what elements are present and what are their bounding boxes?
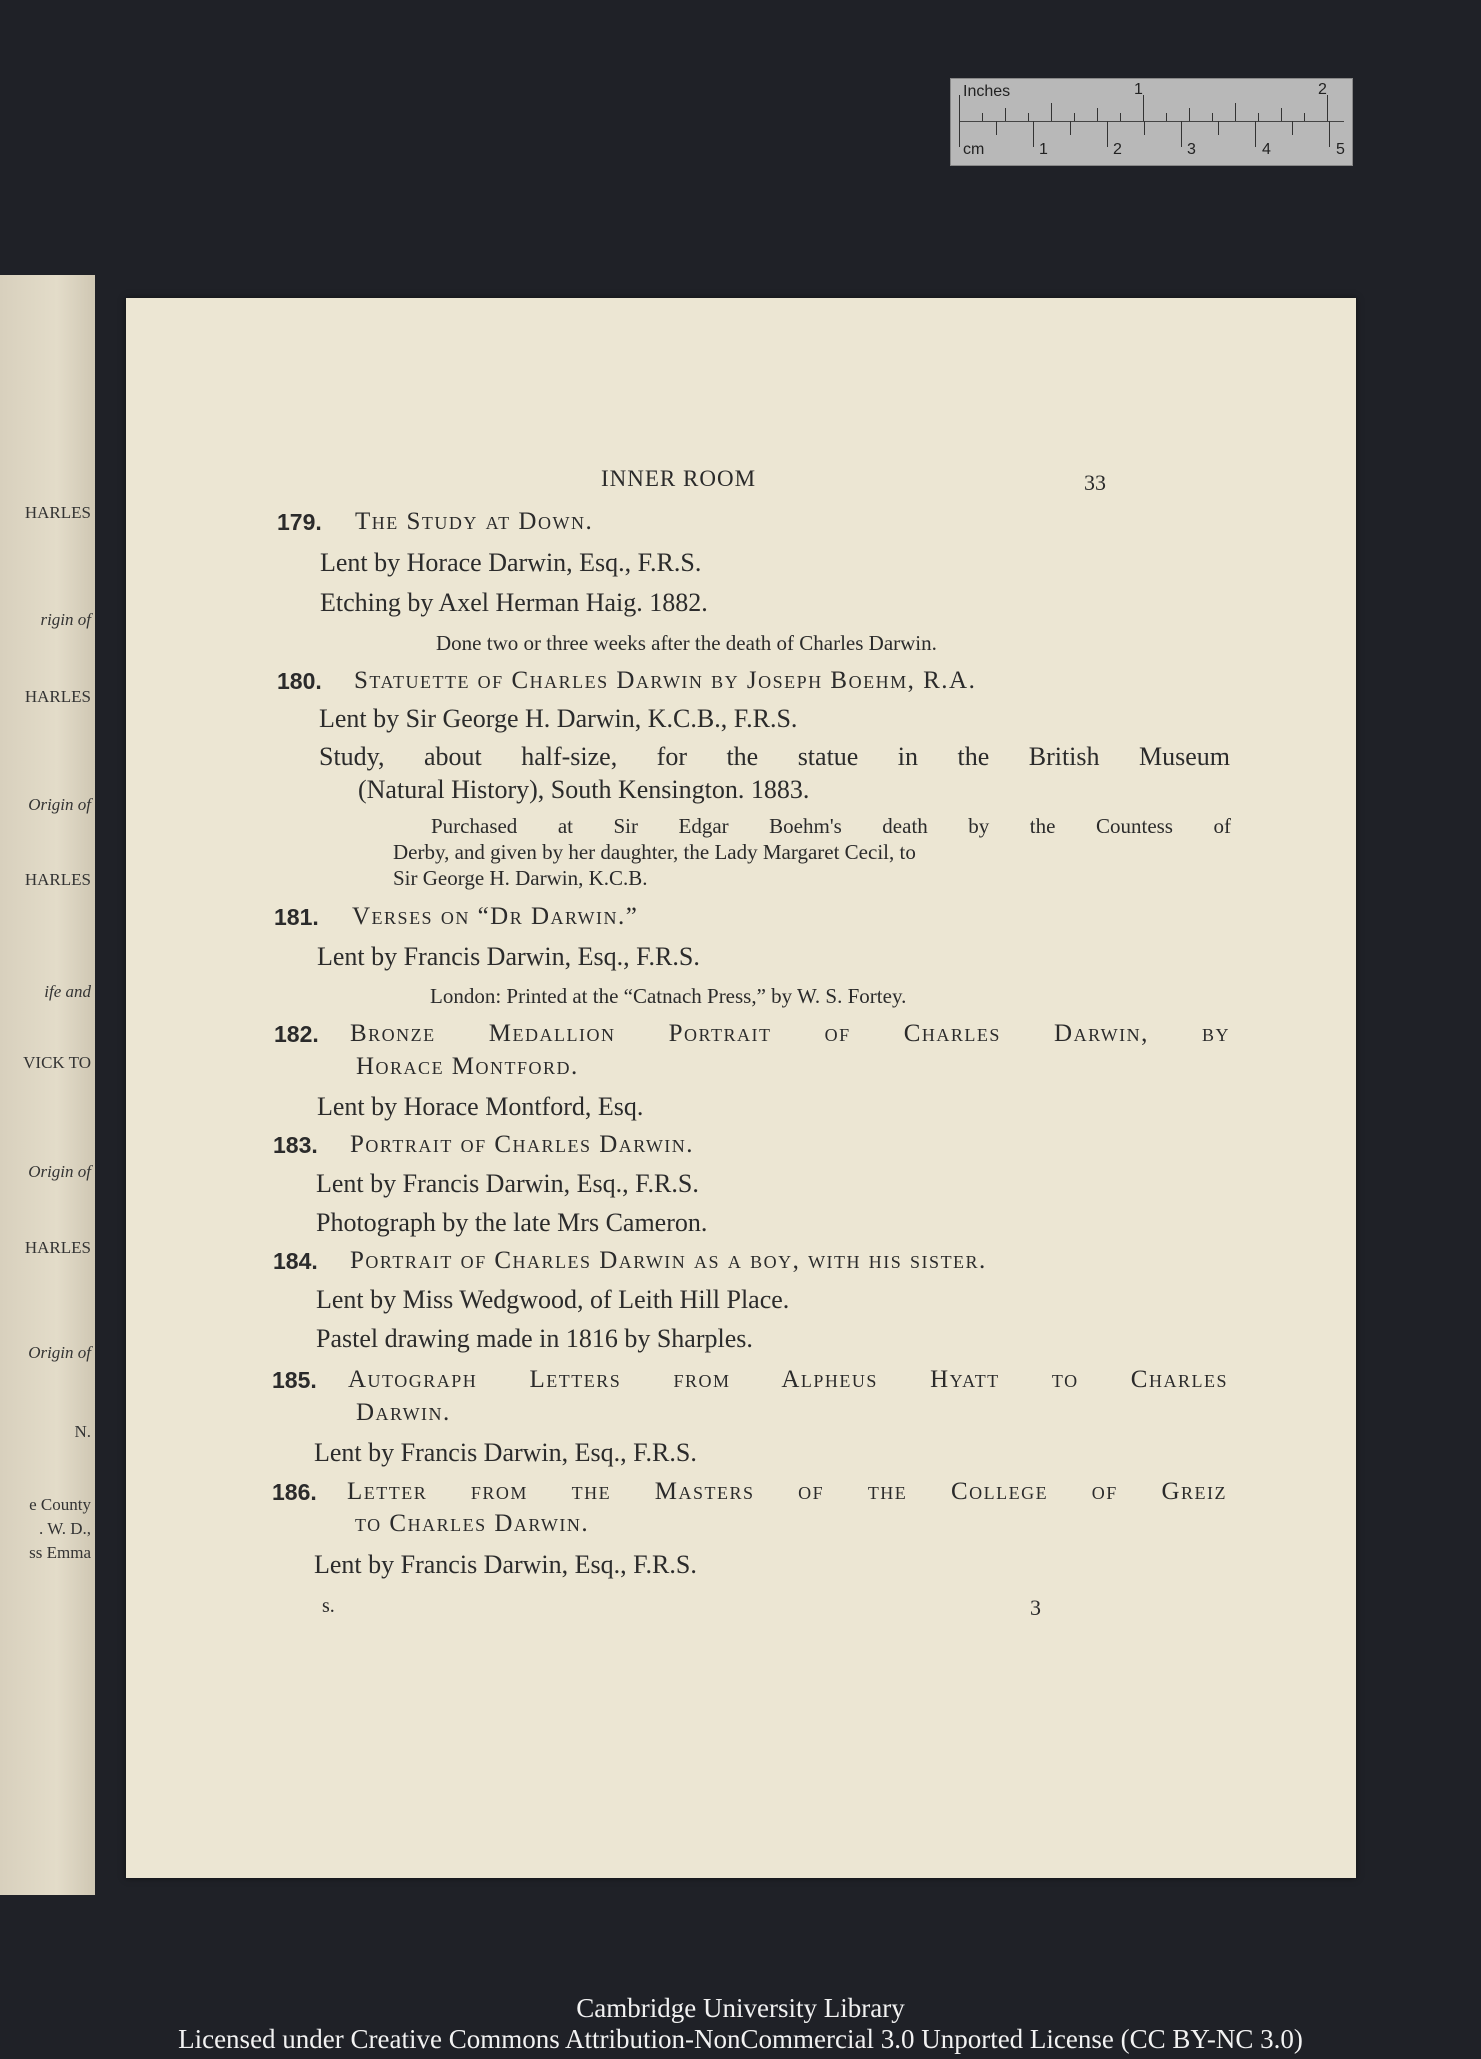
ruler-inch-1: 1 <box>1134 81 1143 98</box>
entry-title: Letter from the Masters of the College of Greiz <box>347 1478 1227 1505</box>
entry-title: Autograph Letters from Alpheus Hyatt to Charles <box>348 1366 1228 1393</box>
footer-license: Licensed under Creative Commons Attribution-NonCommercial 3.0 Unported License (CC BY-NC 3.0) <box>178 2024 1303 2054</box>
running-head: INNER ROOM <box>601 466 757 491</box>
ruler-midline <box>959 121 1344 122</box>
ruler-inch-tick <box>1189 108 1190 121</box>
ruler-cm-tick <box>1144 121 1145 135</box>
left-fragment: Origin of <box>28 795 91 814</box>
ruler-cm-label: cm <box>963 141 985 158</box>
entry-title: Verses on “Dr Darwin.” <box>352 903 639 930</box>
left-fragment: Origin of <box>28 1162 91 1181</box>
entry-title-cont: Horace Montford. <box>356 1053 579 1080</box>
entry-number: 185. <box>272 1367 317 1393</box>
gathering-number: 3 <box>1030 1595 1041 1620</box>
footer-institution: Cambridge University Library <box>576 1993 905 2023</box>
entry-line: Lent by Francis Darwin, Esq., F.R.S. <box>314 1550 697 1579</box>
ruler-inch-tick <box>1074 113 1075 121</box>
ruler-cm-tick <box>1107 121 1108 147</box>
ruler-cm-4: 4 <box>1262 141 1271 158</box>
left-fragment: ss Emma <box>29 1543 91 1562</box>
entry-line: Photograph by the late Mrs Cameron. <box>316 1208 708 1237</box>
entry-title: Statuette of Charles Darwin by Joseph Boehm, R.A. <box>354 667 977 694</box>
ruler-inch-tick <box>1304 113 1305 121</box>
entry-line: (Natural History), South Kensington. 1883. <box>358 775 810 804</box>
ruler-inch-tick <box>1327 95 1328 121</box>
ruler-cm-tick <box>1255 121 1256 147</box>
left-fragment: . W. D., <box>39 1519 91 1538</box>
ruler-cm-tick <box>1292 121 1293 135</box>
ruler-cm-tick <box>996 121 997 135</box>
ruler-inch-tick <box>1258 113 1259 121</box>
ruler-inch-tick <box>959 95 960 121</box>
ruler-cm-1: 1 <box>1039 141 1048 158</box>
entry-note: London: Printed at the “Catnach Press,” by W. S. Fortey. <box>430 984 907 1008</box>
entry-number: 179. <box>277 509 322 535</box>
ruler-cm-tick <box>1218 121 1219 135</box>
left-fragment: HARLES <box>24 1238 91 1257</box>
entry-line: Study, about half-size, for the statue in the British Museum <box>319 742 1230 771</box>
entry-note: Purchased at Sir Edgar Boehm's death by the Countess of <box>431 814 1231 838</box>
ruler-cm-3: 3 <box>1187 141 1196 158</box>
entry-line: Lent by Horace Darwin, Esq., F.R.S. <box>320 548 702 577</box>
ruler-inch-tick <box>1097 108 1098 121</box>
left-fragment: N. <box>74 1422 91 1441</box>
ruler-cm-tick <box>1329 121 1330 147</box>
entry-line: Pastel drawing made in 1816 by Sharples. <box>316 1324 753 1353</box>
ruler-inch-tick <box>1166 113 1167 121</box>
entry-line: Lent by Francis Darwin, Esq., F.R.S. <box>317 942 700 971</box>
entry-number: 184. <box>273 1248 318 1274</box>
left-fragment: ife and <box>44 982 91 1001</box>
signature-mark: s. <box>322 1595 335 1617</box>
ruler-inch-2: 2 <box>1318 81 1327 98</box>
left-fragment: Origin of <box>28 1343 91 1362</box>
left-page-edge <box>0 275 95 1895</box>
entry-title: Portrait of Charles Darwin. <box>350 1131 695 1158</box>
ruler-cm-tick <box>959 121 960 147</box>
ruler-inch-tick <box>1051 103 1052 121</box>
entry-line: Lent by Francis Darwin, Esq., F.R.S. <box>314 1438 697 1467</box>
left-fragment: rigin of <box>40 610 91 629</box>
entry-title: Portrait of Charles Darwin as a boy, with his sister. <box>350 1247 987 1274</box>
entry-number: 180. <box>277 668 322 694</box>
ruler-cm-5: 5 <box>1336 141 1345 158</box>
entry-number: 186. <box>272 1479 317 1505</box>
left-fragment: HARLES <box>24 687 91 706</box>
left-fragment: HARLES <box>24 503 91 522</box>
left-fragment: VICK TO <box>23 1053 91 1072</box>
entry-title-cont: Darwin. <box>356 1399 451 1426</box>
entry-note: Done two or three weeks after the death of Charles Darwin. <box>436 631 937 655</box>
entry-line: Lent by Sir George H. Darwin, K.C.B., F.R.S. <box>319 704 798 733</box>
scale-ruler <box>950 78 1353 166</box>
entry-note: Derby, and given by her daughter, the Lady Margaret Cecil, to <box>393 840 916 864</box>
entry-line: Lent by Miss Wedgwood, of Leith Hill Place. <box>316 1285 790 1314</box>
entry-line: Lent by Horace Montford, Esq. <box>317 1092 644 1121</box>
entry-number: 183. <box>273 1132 318 1158</box>
ruler-inch-tick <box>1281 108 1282 121</box>
entry-number: 181. <box>274 904 319 930</box>
ruler-cm-tick <box>1033 121 1034 147</box>
entry-note: Sir George H. Darwin, K.C.B. <box>393 866 648 890</box>
ruler-inches-label: Inches <box>963 83 1011 100</box>
ruler-inch-tick <box>1143 95 1144 121</box>
ruler-inch-tick <box>1235 103 1236 121</box>
ruler-inch-tick <box>1005 108 1006 121</box>
page-number: 33 <box>1084 470 1106 495</box>
ruler-inch-tick <box>1120 113 1121 121</box>
ruler-inch-tick <box>1212 113 1213 121</box>
entry-title: The Study at Down. <box>355 508 594 535</box>
ruler-cm-2: 2 <box>1113 141 1122 158</box>
entry-title-cont: to Charles Darwin. <box>355 1510 590 1537</box>
left-fragment: HARLES <box>24 870 91 889</box>
ruler-cm-tick <box>1070 121 1071 135</box>
entry-line: Etching by Axel Herman Haig. 1882. <box>320 588 708 617</box>
catalogue-page <box>126 298 1356 1878</box>
ruler-inch-tick <box>1028 113 1029 121</box>
left-fragment: e County <box>29 1495 91 1514</box>
ruler-inch-tick <box>982 113 983 121</box>
ruler-cm-tick <box>1181 121 1182 147</box>
entry-number: 182. <box>274 1021 319 1047</box>
entry-title: Bronze Medallion Portrait of Charles Darwin, by <box>350 1020 1230 1047</box>
entry-line: Lent by Francis Darwin, Esq., F.R.S. <box>316 1169 699 1198</box>
